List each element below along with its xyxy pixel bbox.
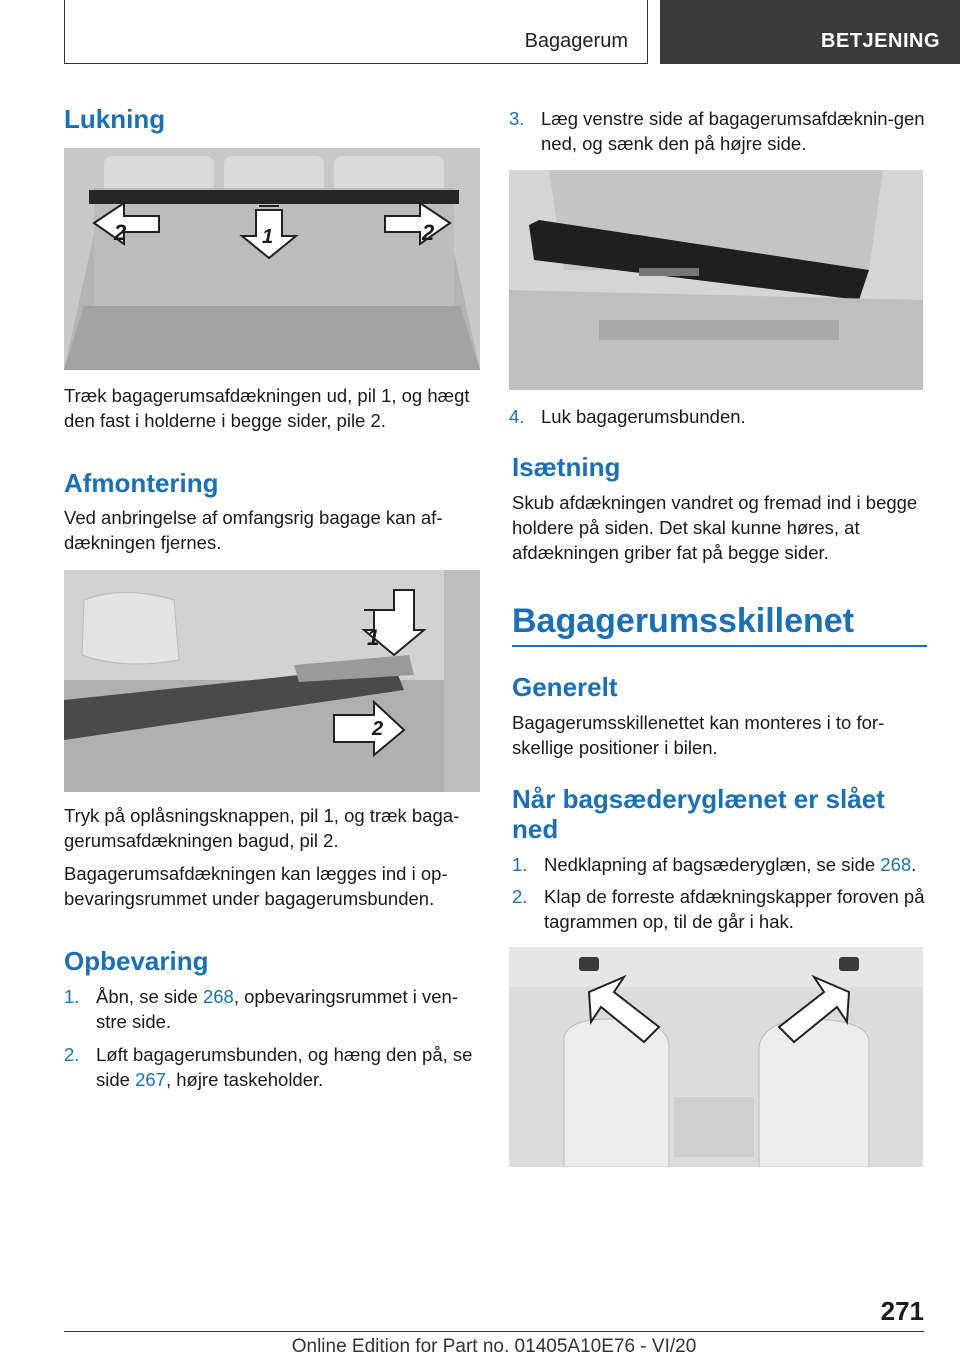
step-text: Klap de forreste afdækningskapper foroven på tagrammen op, til de går i hak. xyxy=(544,886,925,932)
page-number: 271 xyxy=(880,1296,924,1326)
step-text-before: Nedklapning af bagsæderyglæn, se side xyxy=(544,854,881,875)
heading-opbevaring: Opbevaring xyxy=(64,946,209,976)
heading-bagagerumsskillenet: Bagagerumsskillenet xyxy=(512,602,855,640)
arrow-label-2: 2 xyxy=(372,718,384,740)
page-link[interactable]: 268 xyxy=(202,986,234,1007)
heading-generelt: Generelt xyxy=(512,672,618,702)
list-item xyxy=(512,884,930,934)
step-number: 2. xyxy=(64,1044,80,1065)
step-number: 3. xyxy=(509,108,525,129)
step-text-after: , opbevaringsrummet i ven-stre side. xyxy=(96,986,458,1032)
step-text-after: . xyxy=(911,854,917,875)
photo-cover-lowered xyxy=(509,170,923,390)
step-number: 4. xyxy=(509,406,525,427)
photo-roof-caps-illustration xyxy=(509,947,923,1167)
paragraph-isaetning: Skub afdækningen vandret og fremad ind i begge holdere på siden. Det skal kunne høres, at afdækningen griber fat på begge sider. xyxy=(512,492,918,563)
header-chapter-label: BETJENING xyxy=(821,30,940,52)
arrow-label-1: 1 xyxy=(262,226,274,248)
footer-edition-text: Online Edition for Part no. 01405A10E76 - VI/20 xyxy=(291,1336,697,1357)
list-item xyxy=(512,852,930,878)
photo-cover-lowered-illustration xyxy=(509,170,923,390)
list-item xyxy=(64,1042,480,1092)
paragraph-laegges: Bagagerumsafdækningen kan lægges ind i op-bevaringsrummet under bagagerumsbunden. xyxy=(64,863,448,909)
heading-lukning: Lukning xyxy=(64,104,166,134)
step-text-before: Løft bagagerumsbunden, og hæng den på, se side xyxy=(96,1044,473,1090)
step-text xyxy=(544,852,930,877)
page-link[interactable]: 268 xyxy=(880,854,912,875)
list-item xyxy=(509,106,927,156)
photo-roof-caps xyxy=(509,947,923,1167)
step-text-after: , højre taskeholder. xyxy=(165,1069,324,1090)
step-text: Luk bagagerumsbunden. xyxy=(541,406,746,427)
paragraph-lukning: Træk bagagerumsafdækningen ud, pil 1, og hægt den fast i holderne i begge sider, pile 2. xyxy=(64,385,470,431)
step-number: 1. xyxy=(512,854,528,875)
step-number: 1. xyxy=(64,986,80,1007)
paragraph-generelt: Bagagerumsskillenettet kan monteres i to for-skellige positioner i bilen. xyxy=(512,712,885,758)
paragraph-afmontering: Ved anbringelse af omfangsrig bagage kan af-dækningen fjernes. xyxy=(64,507,443,553)
arrow-label-2-right: 2 xyxy=(422,220,435,245)
heading-naar-bagsaede: Når bagsæderyglænet er slået ned xyxy=(512,784,885,844)
arrow-label-1: 1 xyxy=(367,625,380,650)
heading-isaetning: Isætning xyxy=(512,452,621,482)
photo-cover-pull xyxy=(64,148,480,370)
footer-divider xyxy=(64,1331,924,1332)
step-text xyxy=(96,984,480,1034)
heading-afmontering: Afmontering xyxy=(64,468,219,498)
step-text xyxy=(96,1042,480,1092)
photo-unlock-button xyxy=(64,570,480,792)
step-text: Læg venstre side af bagagerumsafdæknin-gen ned, og sænk den på højre side. xyxy=(541,108,925,154)
paragraph-tryk: Tryk på oplåsningsknappen, pil 1, og træk baga-gerumsafdækningen bagud, pil 2. xyxy=(64,805,460,851)
header-section-title: Bagagerum xyxy=(524,30,628,52)
photo-unlock-illustration xyxy=(64,570,480,792)
arrow-label-2-left: 2 xyxy=(114,220,127,245)
header-chapter-tab xyxy=(660,0,960,64)
step-text-before: Åbn, se side xyxy=(96,986,203,1007)
heading-underline xyxy=(512,645,927,647)
list-item xyxy=(509,404,927,430)
photo-cover-pull-illustration xyxy=(64,148,480,370)
step-number: 2. xyxy=(512,886,528,907)
page-link[interactable]: 267 xyxy=(135,1069,166,1090)
list-item xyxy=(64,984,480,1034)
